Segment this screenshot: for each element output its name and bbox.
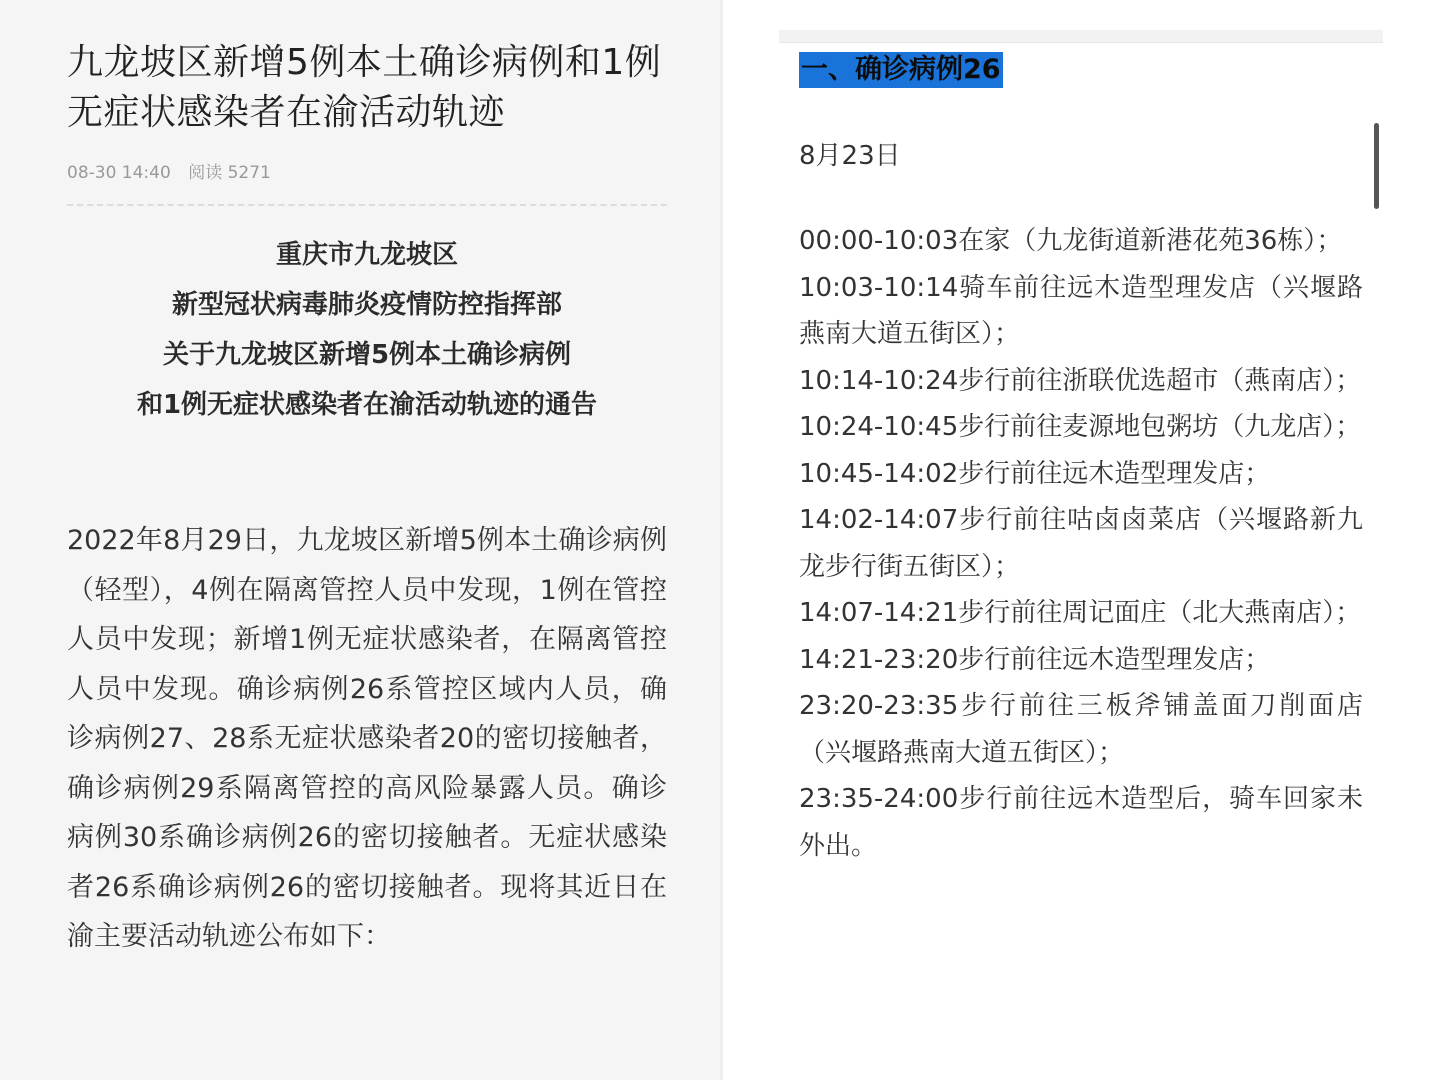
timeline-entry: 00:00-10:03在家（九龙街道新港花苑36栋）； — [799, 226, 1343, 256]
publish-datetime: 08-30 14:40 — [67, 163, 171, 183]
top-rule — [779, 30, 1383, 43]
section-title-selected[interactable]: 一、确诊病例26 — [799, 52, 1003, 88]
timeline-entry: 23:35-24:00步行前往远木造型后，骑车回家未外出。 — [799, 784, 1363, 861]
notice-heading-line: 重庆市九龙坡区 — [275, 240, 458, 270]
article-content — [67, 38, 667, 989]
right-trajectory-panel — [723, 0, 1444, 1080]
timeline-list — [799, 218, 1363, 869]
read-count: 阅读 5271 — [188, 163, 271, 183]
article-meta — [67, 158, 667, 188]
notice-heading — [67, 230, 667, 430]
timeline-entry: 14:07-14:21步行前往周记面庄（北大燕南店）； — [799, 598, 1362, 628]
date-label: 8月23日 — [799, 141, 901, 171]
scrollbar-thumb[interactable] — [1374, 123, 1379, 209]
timeline-entry: 10:45-14:02步行前往远木造型理发店； — [799, 458, 1271, 489]
left-article-panel — [0, 0, 720, 1080]
timeline-entry: 14:21-23:20步行前往远木造型理发店； — [799, 644, 1271, 675]
notice-heading-line: 新型冠状病毒肺炎疫情防控指挥部 — [171, 290, 562, 320]
timeline-entry: 10:03-10:14骑车前往远木造型理发店（兴堰路燕南大道五街区）； — [799, 272, 1363, 349]
dashed-divider — [67, 204, 667, 206]
notice-heading-line: 和1例无症状感染者在渝活动轨迹的通告 — [136, 390, 598, 420]
timeline-entry: 23:20-23:35步行前往三板斧铺盖面刀削面店（兴堰路燕南大道五街区）； — [799, 691, 1363, 768]
timeline-entry: 10:14-10:24步行前往浙联优选超市（燕南店）； — [799, 365, 1362, 396]
intro-paragraph: 2022年8月29日，九龙坡区新增5例本土确诊病例（轻型），4例在隔离管控人员中发现，1例在管控人员中发现；新增1例无症状感染者，在隔离管控人员中发现。确诊病例26系管控区域内人员，确诊病例27、28系无症状感染者20的密切接触者，确诊病例29系隔离管控的高风险暴露人员。确诊病例30系确诊病例26的密切接触者。无症状感染者26系确诊病例26的密切接触者。现将其近日在渝主要活动轨迹公布如下： — [67, 525, 667, 952]
notice-heading-line: 关于九龙坡区新增5例本土确诊病例 — [162, 340, 572, 370]
timeline-entry: 10:24-10:45步行前往麦源地包粥坊（九龙店）； — [799, 412, 1362, 442]
article-title: 九龙坡区新增5例本土确诊病例和1例无症状感染者在渝活动轨迹 — [67, 42, 662, 133]
timeline-entry: 14:02-14:07步行前往咕卤卤菜店（兴堰路新九龙步行街五街区）； — [799, 505, 1363, 582]
